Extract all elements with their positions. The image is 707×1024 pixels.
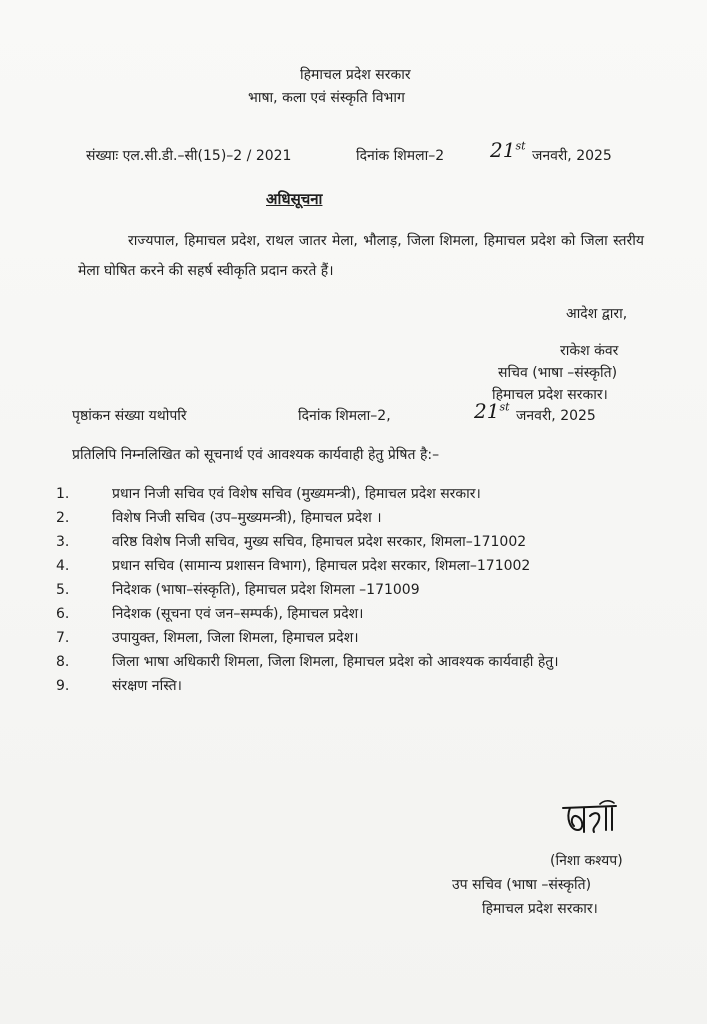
reference-date-suffix: st [515, 139, 526, 153]
list-item-text: वरिष्ठ विशेष निजी सचिव, मुख्य सचिव, हिमाचल प्रदेश सरकार, शिमला–171002 [112, 534, 527, 550]
list-item-text: संरक्षण नस्ति। [112, 678, 182, 694]
list-item-text: विशेष निजी सचिव (उप–मुख्यमन्त्री), हिमाचल प्रदेश । [112, 510, 382, 526]
order-signatory-designation: सचिव (भाषा –संस्कृति) [498, 365, 618, 381]
reference-date-label: दिनांक शिमला–2 [356, 148, 445, 164]
notification-title: अधिसूचना [266, 190, 323, 208]
list-item [56, 580, 656, 600]
list-item-number: 2. [56, 510, 70, 526]
endorsement-date-label: दिनांक शिमला–2, [298, 408, 391, 424]
order-signatory-name: राकेश कंवर [560, 343, 619, 359]
list-item-text: प्रधान निजी सचिव एवं विशेष सचिव (मुख्यमन्त्री), हिमाचल प्रदेश सरकार। [112, 486, 481, 502]
signatory-designation: उप सचिव (भाषा –संस्कृति) [452, 877, 592, 893]
reference-date-day: 21st [490, 138, 526, 162]
signatory-name: (निशा कश्यप) [550, 853, 623, 869]
list-item-number: 9. [56, 678, 70, 694]
list-item-text: जिला भाषा अधिकारी शिमला, जिला शिमला, हिमाचल प्रदेश को आवश्यक कार्यवाही हेतु। [112, 654, 559, 670]
list-item-number: 6. [56, 606, 70, 622]
list-item [56, 556, 656, 576]
endorsement-date-suffix: st [499, 400, 510, 414]
endorsement-number: पृष्ठांकन संख्या यथोपरि [72, 408, 187, 424]
copy-recipient-list [56, 484, 656, 700]
list-item-number: 1. [56, 486, 70, 502]
endorsement-date-month-year: जनवरी, 2025 [516, 408, 596, 424]
signatory-office: हिमाचल प्रदेश सरकार। [482, 901, 598, 917]
reference-date-month-year: जनवरी, 2025 [532, 148, 612, 164]
list-item-text: निदेशक (सूचना एवं जन–सम्पर्क), हिमाचल प्रदेश। [112, 606, 364, 622]
list-item-text: प्रधान सचिव (सामान्य प्रशासन विभाग), हिमाचल प्रदेश सरकार, शिमला–171002 [112, 558, 531, 574]
list-item [56, 604, 656, 624]
government-header: हिमाचल प्रदेश सरकार [300, 67, 411, 83]
list-item-number: 7. [56, 630, 70, 646]
signature-drawing [560, 800, 622, 840]
department-header: भाषा, कला एवं संस्कृति विभाग [248, 90, 405, 106]
handwritten-signature [560, 800, 622, 840]
list-item [56, 532, 656, 552]
list-item-number: 3. [56, 534, 70, 550]
list-item-text: उपायुक्त, शिमला, जिला शिमला, हिमाचल प्रदेश। [112, 630, 359, 646]
list-item-number: 5. [56, 582, 70, 598]
list-item-number: 4. [56, 558, 70, 574]
endorsement-date-day: 21st [474, 399, 510, 423]
list-item [56, 652, 656, 672]
by-order-text: आदेश द्वारा, [566, 306, 628, 322]
order-signatory-office: हिमाचल प्रदेश सरकार। [492, 387, 608, 403]
list-item [56, 484, 656, 504]
copy-intro: प्रतिलिपि निम्नलिखित को सूचनार्थ एवं आवश्यक कार्यवाही हेतु प्रेषित है:– [72, 447, 440, 463]
notification-body: राज्यपाल, हिमाचल प्रदेश, राथल जातर मेला, भौलाड़, जिला शिमला, हिमाचल प्रदेश को जिला स्तरीय मेला घोषित करने की सहर्ष स्वीकृति प्रदान करते हैं। [78, 233, 644, 279]
list-item [56, 628, 656, 648]
list-item [56, 508, 656, 528]
list-item-number: 8. [56, 654, 70, 670]
list-item [56, 676, 656, 696]
list-item-text: निदेशक (भाषा–संस्कृति), हिमाचल प्रदेश शिमला –171009 [112, 582, 420, 598]
reference-number: संख्याः एल.सी.डी.–सी(15)–2 / 2021 [86, 148, 292, 164]
